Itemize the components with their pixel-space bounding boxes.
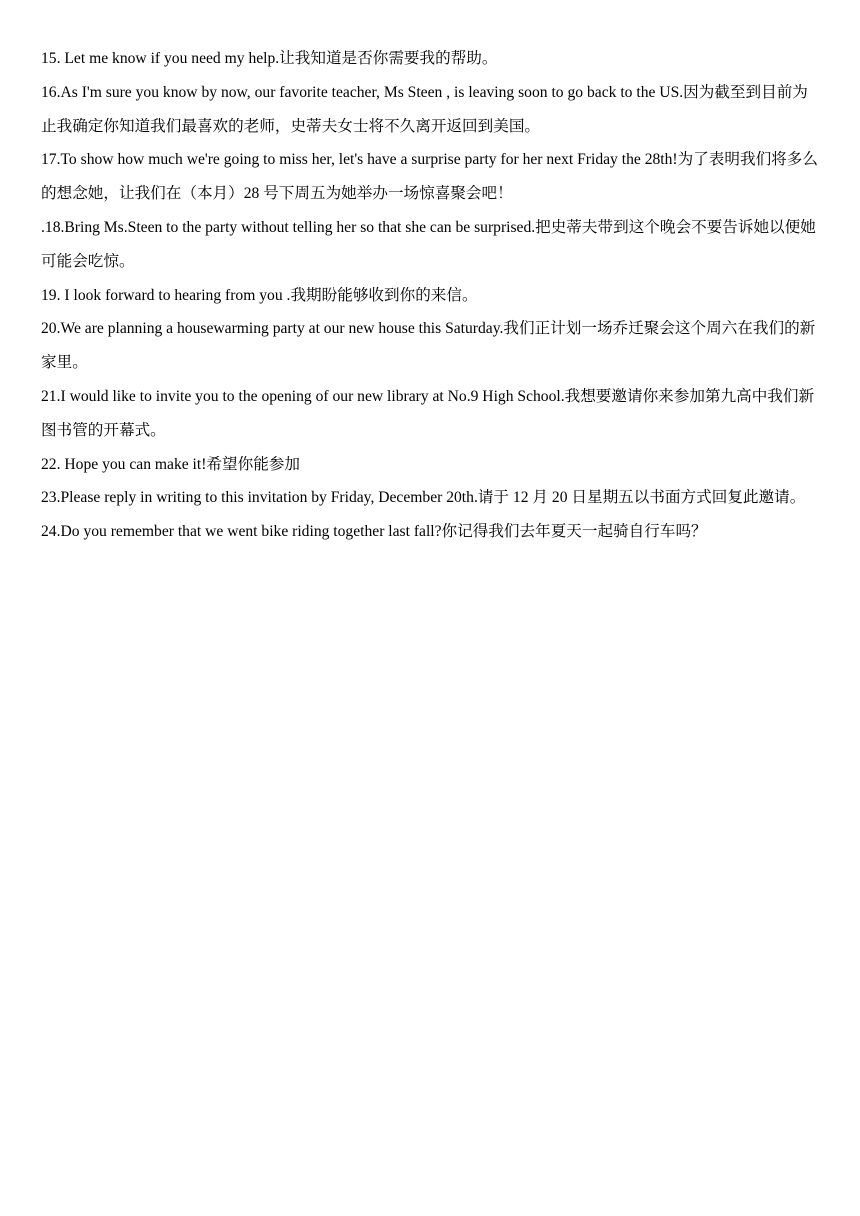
sentence-item-15: 15. Let me know if you need my help.让我知道是否你需要我的帮助。: [41, 50, 498, 67]
sentence-item-23: 23.Please reply in writing to this invitation by Friday, December 20th.请于 12 月 20 日星期五以书面方式回复此邀请。: [41, 489, 806, 507]
document-body: [41, 42, 822, 549]
sentence-item-18: .18.Bring Ms.Steen to the party without telling her so that she can be surprised.把史蒂夫带到这个晚会不要告诉她以便她可能会吃惊。: [41, 218, 816, 270]
sentence-item-22: 22. Hope you can make it!希望你能参加: [41, 455, 300, 473]
sentence-item-21: 21.I would like to invite you to the opening of our new library at No.9 High School.我想要邀请你来参加第九高中我们新图书管的开幕式。: [41, 387, 815, 439]
sentence-item-16: 16.As I'm sure you know by now, our favorite teacher, Ms Steen , is leaving soon to go back to the US.因为截至到目前为止我确定你知道我们最喜欢的老师，史蒂夫女士将不久离开返回到美国。: [41, 83, 808, 135]
sentence-item-19: 19. I look forward to hearing from you .我期盼能够收到你的来信。: [41, 286, 478, 304]
sentence-item-17: 17.To show how much we're going to miss her, let's have a surprise party for her next Friday the 28th!为了表明我们将多么的想念她，让我们在（本月）28 号下周五为她举办一场惊喜聚会吧！: [41, 151, 818, 203]
sentence-item-20: 20.We are planning a housewarming party at our new house this Saturday.我们正计划一场乔迁聚会这个周六在我们的新家里。: [41, 320, 816, 372]
sentence-item-24: 24.Do you remember that we went bike riding together last fall?你记得我们去年夏天一起骑自行车吗？: [41, 523, 707, 541]
